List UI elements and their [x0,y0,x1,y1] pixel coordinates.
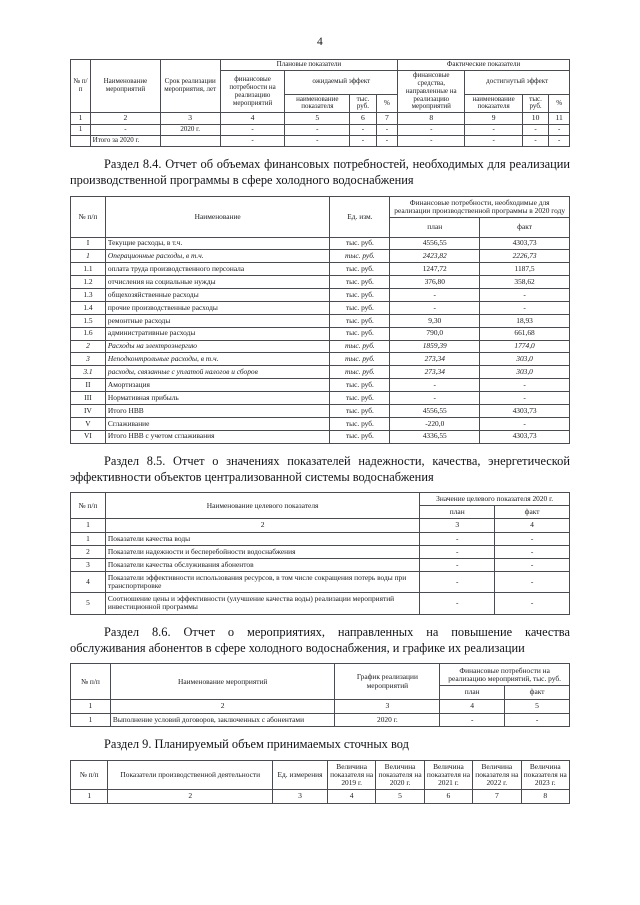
cell-plan: - [390,289,480,302]
th-planned-group: Плановые показатели [220,60,397,71]
cell-fact: - [495,558,570,571]
cell-unit: тыс. руб. [330,430,390,443]
cell-a-pct: - [549,125,570,136]
cell-name: Операционные расходы, в т.ч. [105,250,330,263]
th-unit: Ед. измерения [273,760,328,790]
cell-name: Выполнение условий договоров, заключенных с абонентами [110,713,335,727]
column-number-row [71,113,570,125]
cell-no: 2 [71,545,106,558]
cell-a-thous: - [522,136,548,147]
th-indicator-name: наименование показателя [285,94,350,113]
table-header-row [71,493,570,506]
table-row [71,289,570,302]
th-no: № п/п [71,196,106,237]
planiruemyy-obem-stochnyh-vod-table [70,760,570,804]
colnum: 7 [473,790,521,803]
cell-plan: 4556,55 [390,404,480,417]
table-row [71,404,570,417]
page-number: 4 [317,36,323,48]
cell-name: прочие производственные расходы [105,301,330,314]
cell-no: 4 [71,571,106,592]
th-name: Наименование [105,196,330,237]
table-header-row [71,196,570,217]
cell-no: 1.5 [71,314,106,327]
otchet-meropriyatiy-table [70,59,570,147]
colnum: 5 [376,790,424,803]
cell-name: общехозяйственные расходы [105,289,330,302]
colnum: 8 [521,790,569,803]
cell-unit: тыс. руб. [330,237,390,250]
table-row [71,392,570,405]
cell-name: Расходы на электроэнергию [105,340,330,353]
cell-unit: тыс. руб. [330,366,390,379]
table-row [71,327,570,340]
cell-pct: - [376,125,398,136]
colnum: 7 [376,113,398,125]
colnum: 4 [495,519,570,532]
th-a-percent: % [549,94,570,113]
cell-unit: тыс. руб. [330,314,390,327]
cell-unit: тыс. руб. [330,340,390,353]
colnum: 3 [420,519,495,532]
th-thous-rub: тыс. руб. [350,94,376,113]
colnum: 10 [522,113,548,125]
colnum: 4 [220,113,285,125]
cell-plan: 1247,72 [390,263,480,276]
cell-plan: - [420,571,495,592]
cell-fact: 1187,5 [480,263,570,276]
cell-no: 1.4 [71,301,106,314]
table-row [71,593,570,614]
table-row-total [71,136,570,147]
cell-no: 1 [71,125,91,136]
th-term: Срок реализации мероприятия, лет [160,60,220,113]
cell-plan: 2423,82 [390,250,480,263]
cell-plan: 4556,55 [390,237,480,250]
meropriyatiya-obsluzhivanie-table [70,663,570,727]
column-number-row [71,790,570,803]
cell-plan-fin: - [220,136,285,147]
colnum: 6 [350,113,376,125]
table4-body [71,713,570,727]
column-number-row [71,699,570,713]
cell-no: 2 [71,340,106,353]
th-a-thous-rub: тыс. руб. [522,94,548,113]
cell-no: IV [71,404,106,417]
cell-fact-fin: - [398,136,465,147]
cell-name: Нормативная прибыль [105,392,330,405]
colnum: 2 [105,519,419,532]
cell-fact: - [495,593,570,614]
th-group: Значение целевого показателя 2020 г. [420,493,570,506]
th-expected-effect: ожидаемый эффект [285,71,398,94]
colnum: 5 [505,699,570,713]
table-header-row [71,760,570,790]
section-heading-9: Раздел 9. Планируемый объем принимаемых сточных вод [104,737,409,752]
cell-no: 1 [71,532,106,545]
table1-wrapper [70,59,570,147]
cell-a-ind-name: - [465,125,523,136]
cell-fact: - [495,532,570,545]
cell-no: 3 [71,558,106,571]
colnum: 11 [549,113,570,125]
cell-plan: - [390,379,480,392]
cell-plan: - [390,301,480,314]
th-y2021: Величина показателя на 2021 г. [424,760,472,790]
cell-name: административные расходы [105,327,330,340]
table2-wrapper [70,196,570,444]
cell-name: Показатели качества обслуживания абонентов [105,558,419,571]
cell-thous: - [350,125,376,136]
colnum: 3 [273,790,328,803]
cell-name: расходы, связанные с уплатой налогов и сборов [105,366,330,379]
colnum: 6 [424,790,472,803]
cell-unit: тыс. руб. [330,392,390,405]
cell-a-thous: - [522,125,548,136]
table2-body [71,237,570,443]
cell-fact: - [480,379,570,392]
th-no: № п/п [71,60,91,113]
colnum: 1 [71,790,108,803]
cell-no [71,136,91,147]
cell-unit: тыс. руб. [330,404,390,417]
th-achieved-effect: достигнутый эффект [465,71,570,94]
table-row [71,379,570,392]
cell-plan: -220,0 [390,417,480,430]
cell-plan: - [420,532,495,545]
cell-fact: 18,93 [480,314,570,327]
th-no: № п/п [71,664,111,700]
th-name: Наименование мероприятий [91,60,161,113]
colnum: 2 [91,113,161,125]
cell-plan: 4336,55 [390,430,480,443]
cell-fact: 4303,73 [480,237,570,250]
section-heading-8-6: Раздел 8.6. Отчет о мероприятиях, направленных на повышение качества обслуживания абонентов в сфере холодного водоснабжения, и графике их реализации [70,624,570,655]
cell-no: I [71,237,106,250]
cell-term: 2020 г. [160,125,220,136]
cell-fact: 4303,73 [480,430,570,443]
cell-fact: - [480,417,570,430]
cell-term [160,136,220,147]
table-header-row [71,60,570,71]
cell-no: V [71,417,106,430]
table-row [71,532,570,545]
colnum: 2 [110,699,335,713]
table3-body [71,532,570,614]
cell-name: Показатели качества воды [105,532,419,545]
cell-plan: - [420,545,495,558]
cell-plan: - [420,558,495,571]
th-y2023: Величина показателя на 2023 г. [521,760,569,790]
cell-name: Амортизация [105,379,330,392]
th-fact-finance: финансовые средства, направленные на реализацию мероприятий [398,71,465,113]
th-y2022: Величина показателя на 2022 г. [473,760,521,790]
th-no: № п/п [71,760,108,790]
cell-no: 3.1 [71,366,106,379]
celevye-pokazateli-table [70,492,570,614]
table-row [71,250,570,263]
cell-plan: - [390,392,480,405]
cell-no: 5 [71,593,106,614]
finansovye-potrebnosti-table [70,196,570,444]
cell-fact: - [480,392,570,405]
cell-name: Сглаживание [105,417,330,430]
th-plan-finance: финансовые потребности на реализацию мероприятий [220,71,285,113]
cell-unit: тыс. руб. [330,289,390,302]
cell-pct: - [376,136,398,147]
table-row [71,545,570,558]
colnum: 4 [327,790,375,803]
column-number-row [71,519,570,532]
th-a-indicator-name: наименование показателя [465,94,523,113]
cell-fact: - [480,289,570,302]
colnum: 1 [71,113,91,125]
colnum: 1 [71,519,106,532]
table-row [71,713,570,727]
th-schedule: График реализации мероприятий [335,664,440,700]
section-heading-8-5: Раздел 8.5. Отчет о значениях показателей надежности, качества, энергетической эффективности объектов централизованной системы водоснабжения [70,453,570,484]
table-row [71,430,570,443]
table-row [71,237,570,250]
table-row [71,301,570,314]
cell-plan: 9,30 [390,314,480,327]
table-row [71,353,570,366]
cell-name: Показатели эффективности использования ресурсов, в том числе сокращения потерь воды при транспортировке [105,571,419,592]
cell-no: 1.6 [71,327,106,340]
th-fact: факт [480,217,570,237]
cell-unit: тыс. руб. [330,417,390,430]
cell-name: ремонтные расходы [105,314,330,327]
cell-plan-fin: - [220,125,285,136]
cell-thous: - [350,136,376,147]
cell-name: - [91,125,161,136]
cell-no: 1.3 [71,289,106,302]
cell-fact: 1774,0 [480,340,570,353]
table-header-row [71,664,570,686]
th-name: Наименование целевого показателя [105,493,419,519]
cell-fact: 303,0 [480,366,570,379]
cell-fact: - [495,571,570,592]
cell-no: II [71,379,106,392]
cell-name: Соотношение цены и эффективности (улучшение качества воды) реализации мероприятий инвестиционной программы [105,593,419,614]
colnum: 8 [398,113,465,125]
colnum: 9 [465,113,523,125]
th-unit: Ед. изм. [330,196,390,237]
colnum: 3 [335,699,440,713]
th-name: Наименование мероприятий [110,664,335,700]
table-row [71,366,570,379]
cell-plan: 1859,39 [390,340,480,353]
cell-plan: - [440,713,505,727]
cell-plan: 376,80 [390,276,480,289]
cell-ind-name: - [285,125,350,136]
cell-fact: - [480,301,570,314]
cell-fact: 2226,73 [480,250,570,263]
cell-fact: 303,0 [480,353,570,366]
cell-ind-name: - [285,136,350,147]
th-no: № п/п [71,493,106,519]
th-plan: план [420,506,495,519]
cell-name: Итого НВВ с учетом сглаживания [105,430,330,443]
cell-fact: - [505,713,570,727]
cell-name: Показатели надежности и бесперебойности водоснабжения [105,545,419,558]
cell-plan: - [420,593,495,614]
cell-fact-fin: - [398,125,465,136]
table-row [71,314,570,327]
cell-no: 3 [71,353,106,366]
cell-unit: тыс. руб. [330,250,390,263]
th-fact: факт [505,686,570,700]
th-group: Финансовые потребности, необходимые для реализации производственной программы в 2020 году [390,196,570,217]
cell-unit: тыс. руб. [330,327,390,340]
cell-no: 1.1 [71,263,106,276]
cell-name: Итого за 2020 г. [91,136,161,147]
cell-unit: тыс. руб. [330,353,390,366]
table-row [71,263,570,276]
table-row [71,125,570,136]
table3-wrapper [70,492,570,614]
cell-fact: - [495,545,570,558]
th-group: Финансовые потребности на реализацию мероприятий, тыс. руб. [440,664,570,686]
cell-unit: тыс. руб. [330,276,390,289]
colnum: 4 [440,699,505,713]
table-row [71,417,570,430]
table4-wrapper [70,663,570,727]
cell-name: Неподконтрольные расходы, в т.ч. [105,353,330,366]
cell-schedule: 2020 г. [335,713,440,727]
cell-no: 1 [71,713,111,727]
cell-unit: тыс. руб. [330,263,390,276]
cell-name: Итого НВВ [105,404,330,417]
table-row [71,558,570,571]
th-actual-group: Фактические показатели [398,60,570,71]
colnum: 1 [71,699,111,713]
cell-no: VI [71,430,106,443]
th-plan: план [390,217,480,237]
cell-plan: 790,0 [390,327,480,340]
colnum: 2 [108,790,273,803]
cell-unit: тыс. руб. [330,301,390,314]
cell-name: отчисления на социальные нужды [105,276,330,289]
th-plan: план [440,686,505,700]
section-heading-8-4: Раздел 8.4. Отчет об объемах финансовых потребностей, необходимых для реализации производственной программы в сфере холодного водоснабжения [70,157,570,188]
cell-unit: тыс. руб. [330,379,390,392]
cell-a-pct: - [549,136,570,147]
th-name: Показатели производственной деятельности [108,760,273,790]
table-row [71,571,570,592]
cell-name: оплата труда производственного персонала [105,263,330,276]
th-y2020: Величина показателя на 2020 г. [376,760,424,790]
cell-fact: 661,68 [480,327,570,340]
table-row [71,340,570,353]
th-fact: факт [495,506,570,519]
th-y2019: Величина показателя на 2019 г. [327,760,375,790]
table5-wrapper [70,760,570,804]
cell-plan: 273,34 [390,353,480,366]
cell-no: III [71,392,106,405]
cell-no: 1 [71,250,106,263]
cell-fact: 358,62 [480,276,570,289]
th-percent: % [376,94,398,113]
colnum: 3 [160,113,220,125]
table-row [71,276,570,289]
cell-name: Текущие расходы, в т.ч. [105,237,330,250]
colnum: 5 [285,113,350,125]
cell-no: 1.2 [71,276,106,289]
cell-a-ind-name: - [465,136,523,147]
cell-plan: 273,34 [390,366,480,379]
cell-fact: 4303,73 [480,404,570,417]
